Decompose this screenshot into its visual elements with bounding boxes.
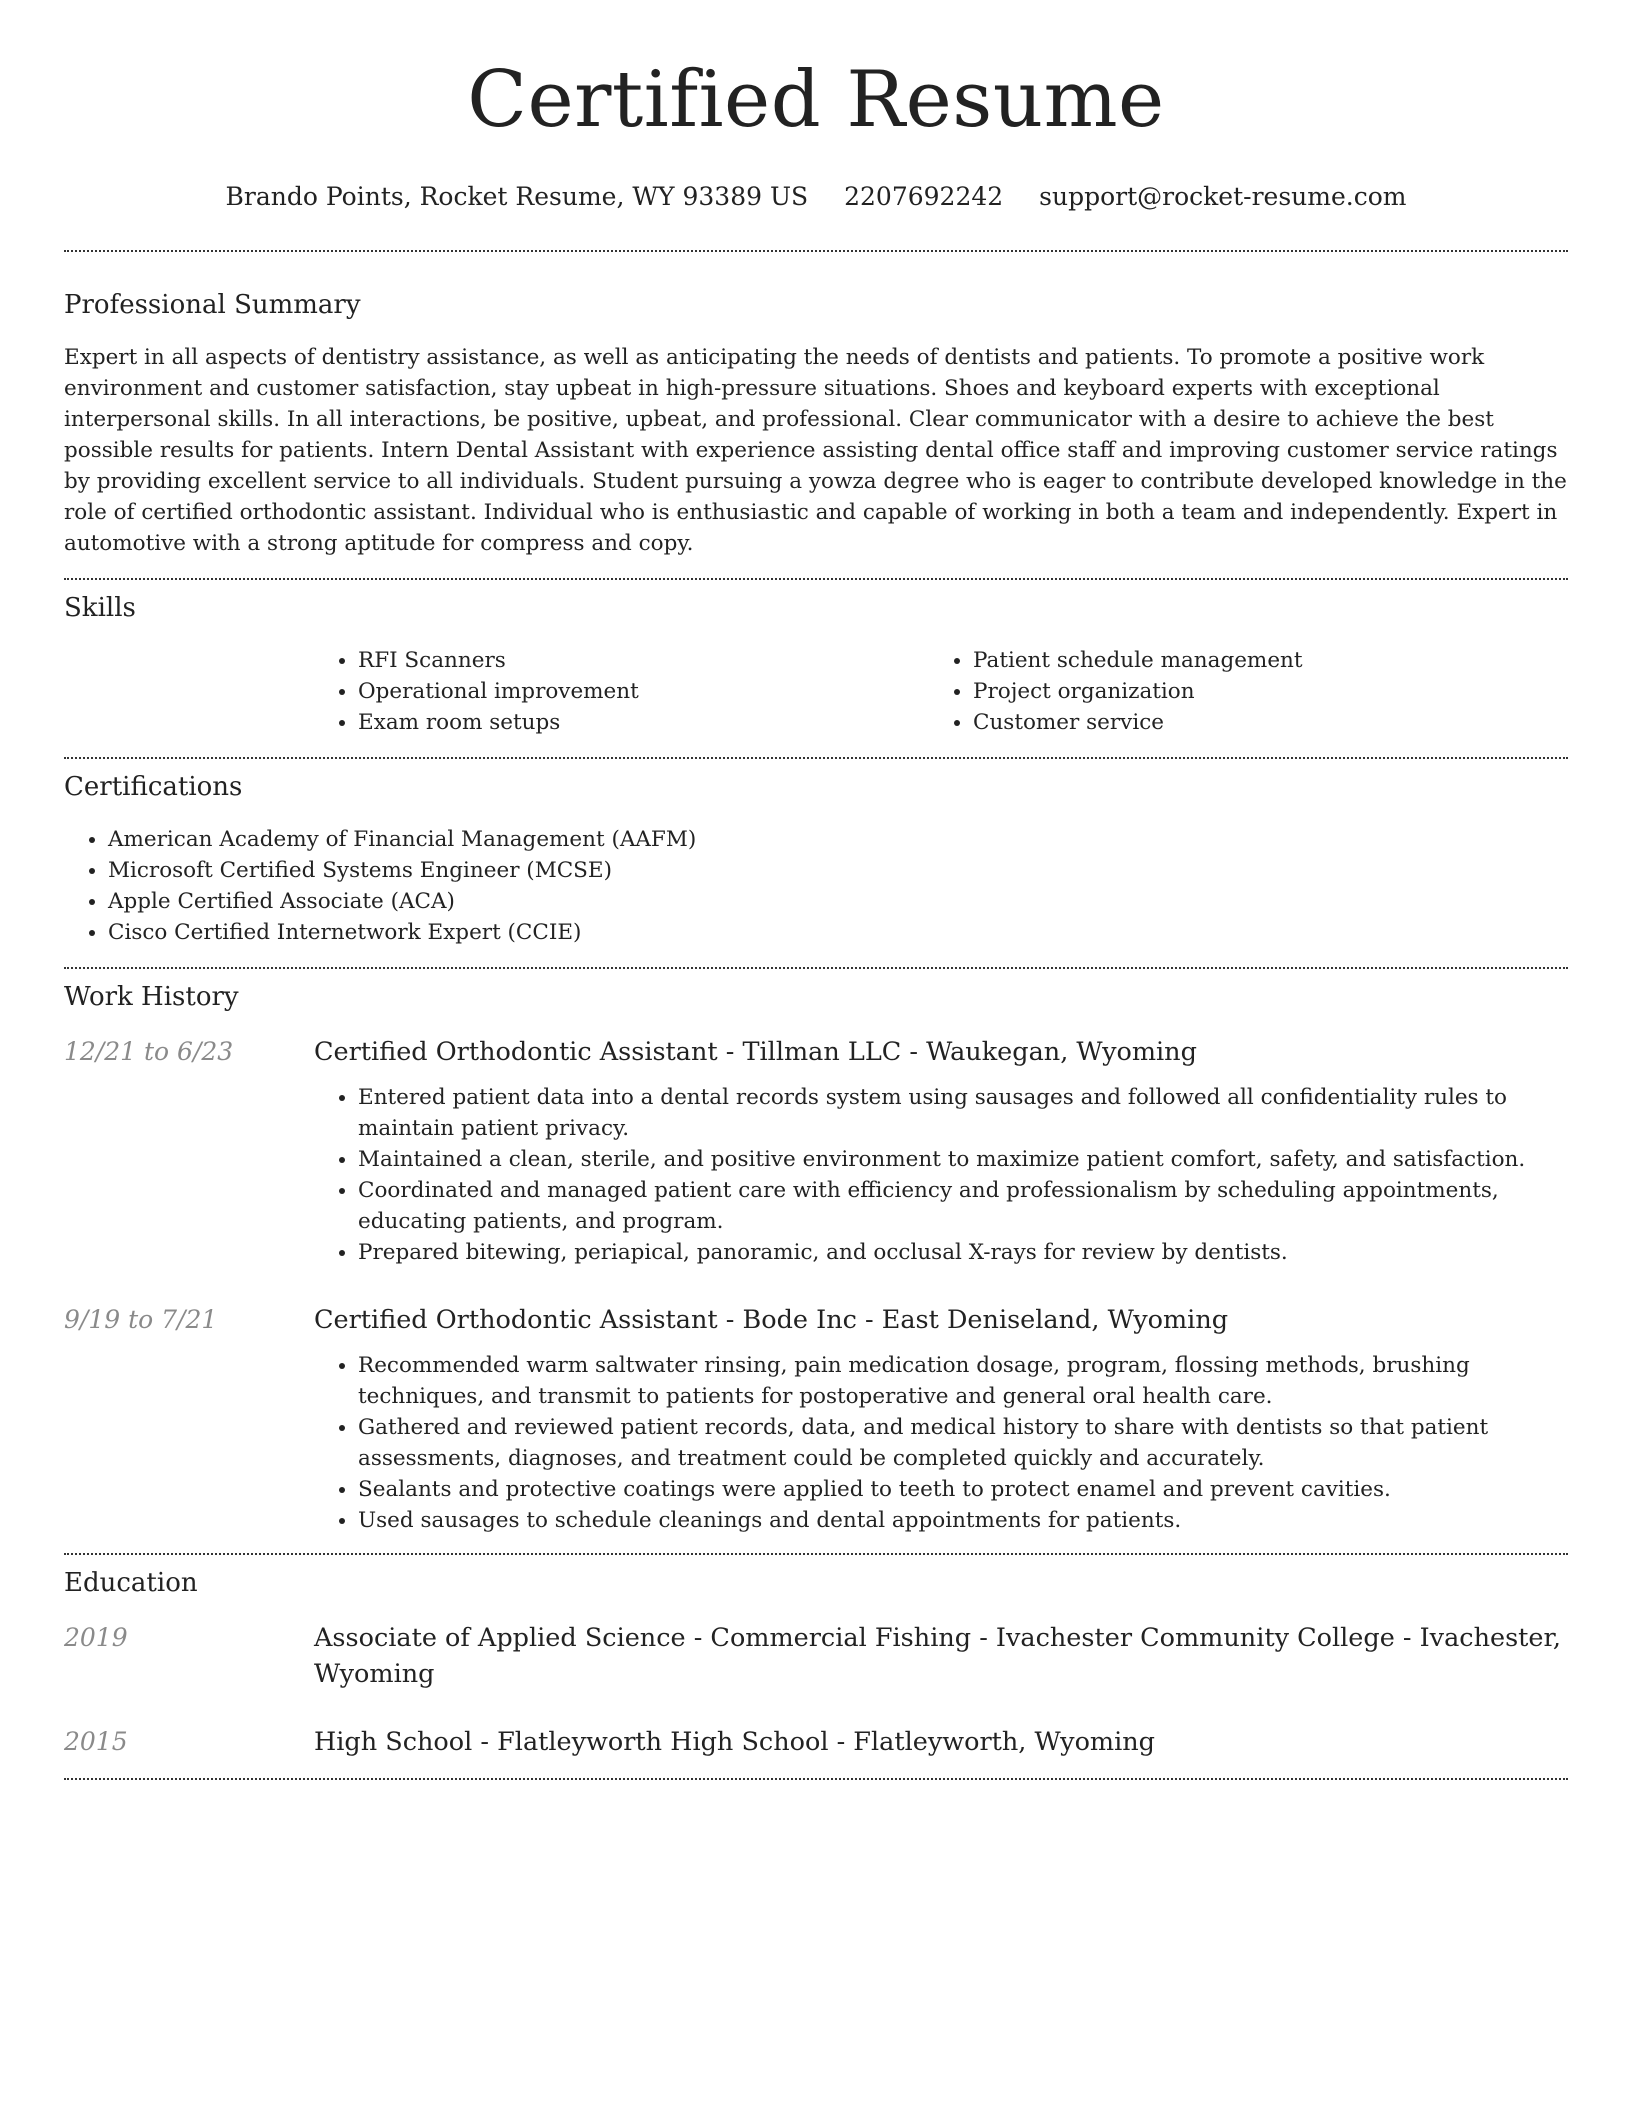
skills-section bbox=[64, 580, 1568, 738]
education-title: High School - Flatleyworth High School - Flatleyworth, Wyoming bbox=[314, 1727, 1156, 1757]
section-title-education: Education bbox=[64, 1568, 198, 1598]
education-title: Associate of Applied Science - Commercial Fishing - Ivachester Community College - Ivachester, Wyoming bbox=[314, 1623, 1562, 1689]
resume-header bbox=[64, 0, 1568, 214]
job-body bbox=[314, 1034, 1568, 1268]
job-bullet: • Used sausages to schedule cleanings and dental appointments for patients. bbox=[358, 1505, 1568, 1536]
job-title: Certified Orthodontic Assistant - Bode Inc - East Deniseland, Wyoming bbox=[314, 1305, 1229, 1335]
certification-item: • Microsoft Certified Systems Engineer (MCSE) bbox=[108, 855, 1568, 886]
education-body bbox=[314, 1620, 1568, 1692]
section-title-summary: Professional Summary bbox=[64, 290, 361, 320]
resume-title: Certified Resume bbox=[467, 55, 1165, 145]
job-dates: 9/19 to 7/21 bbox=[64, 1305, 218, 1334]
skill-item: • Project organization bbox=[973, 676, 1568, 707]
skills-grid bbox=[314, 645, 1568, 738]
certification-item: • Cisco Certified Internetwork Expert (CCIE) bbox=[108, 917, 1568, 948]
section-title-certifications: Certifications bbox=[64, 772, 243, 802]
education-year: 2015 bbox=[64, 1727, 128, 1756]
skill-item: • Exam room setups bbox=[358, 707, 929, 738]
skills-list-right bbox=[929, 645, 1568, 738]
contact-email: support@rocket-resume.com bbox=[1039, 182, 1407, 211]
job-bullet: • Prepared bitewing, periapical, panoramic, and occlusal X-rays for review by dentists. bbox=[358, 1237, 1568, 1268]
work-history-section bbox=[64, 969, 1568, 1536]
job-body bbox=[314, 1302, 1568, 1536]
job-title: Certified Orthodontic Assistant - Tillman LLC - Waukegan, Wyoming bbox=[314, 1037, 1197, 1067]
contact-line bbox=[64, 180, 1568, 214]
skills-list-left bbox=[314, 645, 929, 738]
education-section bbox=[64, 1555, 1568, 1760]
education-year: 2019 bbox=[64, 1623, 128, 1652]
job-bullet: • Gathered and reviewed patient records, data, and medical history to share with dentists so that patient assessments, diagnoses, and treatment could be completed quickly and accurately. bbox=[358, 1412, 1568, 1474]
skill-item: • RFI Scanners bbox=[358, 645, 929, 676]
job-dates: 12/21 to 6/23 bbox=[64, 1037, 234, 1066]
skill-item: • Operational improvement bbox=[358, 676, 929, 707]
job-entry bbox=[64, 1302, 1568, 1536]
summary-section bbox=[64, 252, 1568, 559]
skill-item: • Customer service bbox=[973, 707, 1568, 738]
job-bullet: • Entered patient data into a dental records system using sausages and followed all confidentiality rules to maintain patient privacy. bbox=[358, 1082, 1568, 1144]
job-bullet: • Maintained a clean, sterile, and positive environment to maximize patient comfort, safety, and satisfaction. bbox=[358, 1144, 1568, 1175]
job-bullets bbox=[314, 1082, 1568, 1268]
section-title-work-history: Work History bbox=[64, 982, 239, 1012]
job-bullets bbox=[314, 1350, 1568, 1536]
job-bullet: • Recommended warm saltwater rinsing, pain medication dosage, program, flossing methods, brushing techniques, and transmit to patients for postoperative and general oral health care. bbox=[358, 1350, 1568, 1412]
education-entry bbox=[64, 1620, 1568, 1692]
job-bullet: • Sealants and protective coatings were applied to teeth to protect enamel and prevent cavities. bbox=[358, 1474, 1568, 1505]
job-entry bbox=[64, 1034, 1568, 1268]
contact-address: Brando Points, Rocket Resume, WY 93389 US bbox=[225, 182, 809, 211]
education-entry bbox=[64, 1724, 1568, 1760]
skill-item: • Patient schedule management bbox=[973, 645, 1568, 676]
contact-phone: 2207692242 bbox=[844, 182, 1004, 211]
certification-item: • Apple Certified Associate (ACA) bbox=[108, 886, 1568, 917]
section-title-skills: Skills bbox=[64, 593, 136, 623]
section-divider bbox=[64, 1778, 1568, 1780]
certifications-list bbox=[64, 824, 1568, 948]
certification-item: • American Academy of Financial Management (AAFM) bbox=[108, 824, 1568, 855]
certifications-section bbox=[64, 759, 1568, 948]
education-body bbox=[314, 1724, 1568, 1760]
summary-text: Expert in all aspects of dentistry assistance, as well as anticipating the needs of dentists and patients. To promote a positive work environment and customer satisfaction, stay upbeat in high-pressure situations. Shoes and keyboard experts with exceptional interpersonal skills. In all interactions, be positive, upbeat, and professional. Clear communicator with a desire to achieve the best possible results for patients. Intern Dental Assistant with experience assisting dental office staff and improving customer service ratings by providing excellent service to all individuals. Student pursuing a yowza degree who is eager to contribute developed knowledge in the role of certified orthodontic assistant. Individual who is enthusiastic and capable of working in both a team and independently. Expert in automotive with a strong aptitude for compress and copy. bbox=[64, 345, 1567, 556]
job-bullet: • Coordinated and managed patient care with efficiency and professionalism by scheduling appointments, educating patients, and program. bbox=[358, 1175, 1568, 1237]
